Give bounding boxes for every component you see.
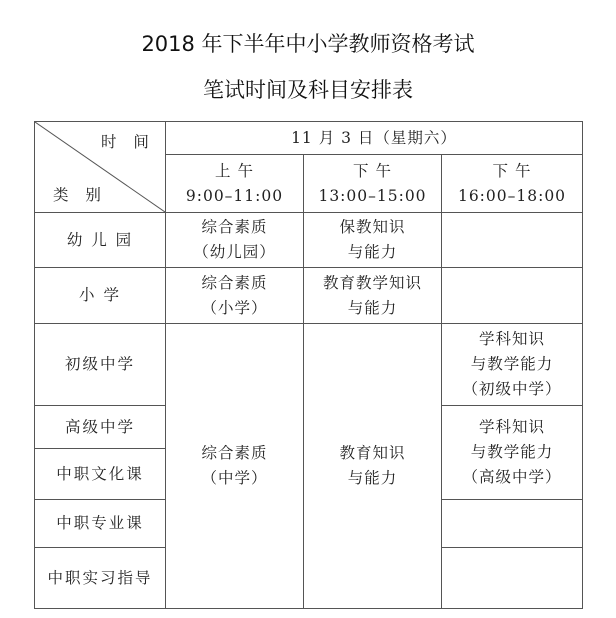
primary-subject-2: [304, 268, 442, 324]
subject-line: 学科知识: [478, 330, 545, 348]
subject-line: 与能力: [347, 469, 398, 487]
vocational-practice-empty-cell: [442, 548, 583, 609]
category-vocational-culture: 中职文化课: [35, 449, 166, 500]
session-period: 下 午: [353, 161, 392, 180]
secondary-subject-1: [166, 324, 304, 609]
subject-line: 与能力: [347, 298, 398, 317]
subject-line: （中学）: [201, 469, 268, 487]
corner-header: [35, 122, 166, 213]
subject-line: 与教学能力: [470, 443, 554, 461]
session-time: 16:00–18:00: [457, 186, 567, 205]
subject-line: 综合素质: [201, 218, 268, 236]
category-junior-middle: 初级中学: [35, 324, 166, 406]
category-senior-middle: 高级中学: [35, 406, 166, 449]
subject-line: 与教学能力: [470, 355, 554, 373]
category-primary: 小 学: [35, 268, 166, 324]
subject-line: 与能力: [347, 243, 398, 261]
session-period: 下 午: [492, 161, 532, 180]
subject-line: 保教知识: [339, 218, 406, 236]
primary-subject-1: [166, 268, 304, 324]
subject-line: 教育知识: [339, 444, 406, 462]
subject-line: （高级中学）: [462, 468, 562, 486]
session-time: 9:00–11:00: [185, 186, 284, 205]
session-header-1: [166, 155, 304, 213]
corner-category-label: 类 别: [53, 186, 107, 204]
kindergarten-subject-2: [304, 213, 442, 268]
junior-subject-3: [442, 324, 583, 406]
session-time: 13:00–15:00: [318, 186, 427, 205]
category-kindergarten: 幼 儿 园: [35, 213, 166, 268]
session-period: 上 午: [215, 161, 254, 180]
senior-subject-3: [442, 406, 583, 500]
session-header-2: [304, 155, 442, 213]
corner-time-label: 时 间: [101, 133, 155, 151]
category-vocational-specialty: 中职专业课: [35, 500, 166, 548]
session-header-3: [442, 155, 583, 213]
subject-line: 学科知识: [478, 418, 545, 436]
subject-line: （幼儿园）: [193, 243, 276, 261]
title-line-2: 笔试时间及科目安排表: [203, 78, 413, 102]
date-header: 11 月 3 日（星期六）: [166, 122, 583, 155]
subject-line: （小学）: [201, 298, 268, 317]
subject-line: 综合素质: [201, 444, 268, 462]
subject-line: 教育教学知识: [322, 273, 422, 292]
secondary-subject-2: [304, 324, 442, 609]
exam-schedule-table: [34, 121, 583, 609]
vocational-specialty-empty-cell: [442, 500, 583, 548]
subject-line: 综合素质: [201, 273, 268, 292]
kindergarten-subject-1: [166, 213, 304, 268]
title-line-1: 2018 年下半年中小学教师资格考试: [141, 32, 475, 56]
primary-empty-cell: [442, 268, 583, 324]
subject-line: （初级中学）: [462, 380, 562, 398]
kindergarten-empty-cell: [442, 213, 583, 268]
category-vocational-practice: 中职实习指导: [35, 548, 166, 609]
